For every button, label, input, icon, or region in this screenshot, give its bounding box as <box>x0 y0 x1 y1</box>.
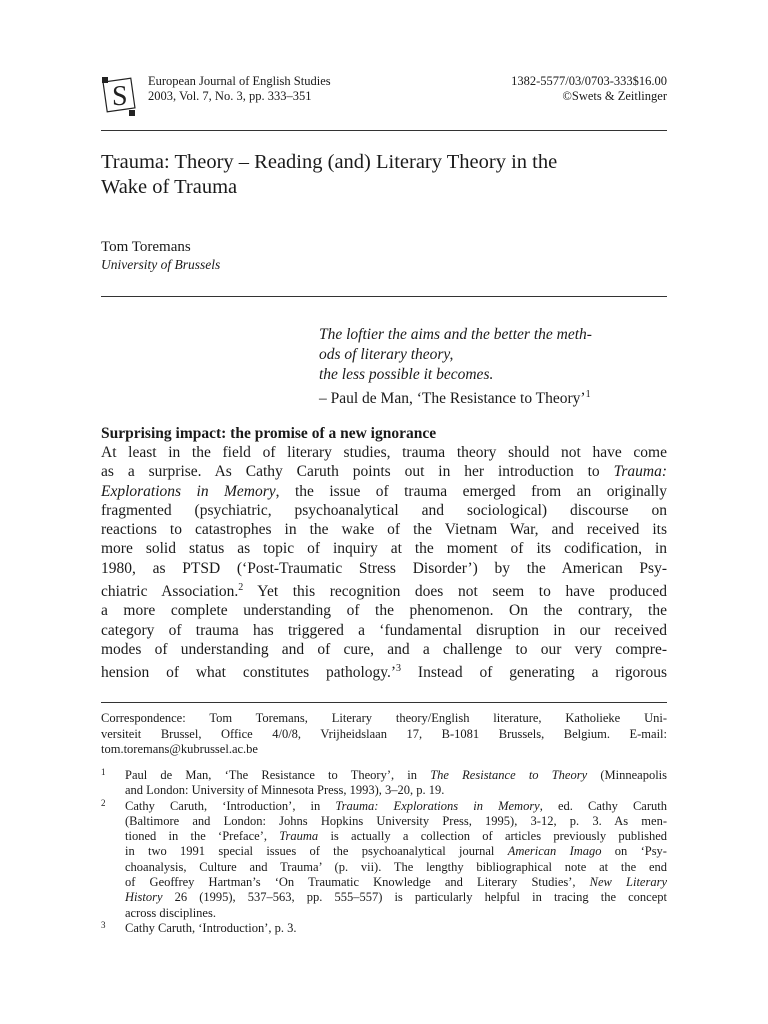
body-line: category of trauma has triggered a ‘fundamental disruption in our received <box>101 621 667 639</box>
footnote-ref[interactable]: 1 <box>585 389 591 400</box>
footnote-3: 3 Cathy Caruth, ‘Introduction’, p. 3. <box>101 919 297 935</box>
footnote-divider <box>101 702 667 703</box>
footnote-number: 3 <box>101 919 106 930</box>
body-line: At least in the field of literary studies, trauma theory should not have come <box>101 444 667 461</box>
footnote-number: 2 <box>101 797 106 808</box>
article-title <box>101 150 667 200</box>
correspondence-email[interactable]: tom.toremans@kubrussel.ac.be <box>101 742 258 756</box>
footnote-1: 1 Paul de Man, ‘The Resistance to Theory’, in The Resistance to Theory (Minneapolis and London: University of Minnesota Press, 1993), 3–20, p. 19. <box>101 767 668 798</box>
header-divider <box>101 130 667 131</box>
epigraph-line: the less possible it becomes. <box>319 366 494 383</box>
body-line: modes of understanding and of cure, and a challenge to our very compre- <box>101 640 667 658</box>
issn-code: 1382-5577/03/0703-333$16.00 <box>511 74 667 88</box>
body-paragraph <box>101 443 667 683</box>
footnote-number: 1 <box>101 767 106 777</box>
body-line: reactions to catastrophes in the wake of the Vietnam War, and received its <box>101 521 667 539</box>
body-line: hension of what constitutes pathology.’$^3$ Instead of generating a rigorous <box>101 663 667 682</box>
journal-name: European Journal of English Studies <box>148 74 331 88</box>
epigraph-line: The loftier the aims and the better the meth- <box>319 326 592 343</box>
body-line: 1980, as PTSD (‘Post-Traumatic Stress Disorder’) by the American Psy- <box>101 559 667 577</box>
svg-text:S: S <box>112 81 128 112</box>
correspondence-line: Correspondence: Tom Toremans, Literary theory/English literature, Katholieke Uni- <box>101 711 667 725</box>
publisher-logo-icon <box>101 74 141 118</box>
journal-header <box>101 74 667 124</box>
footnotes <box>101 768 667 936</box>
publisher-name: ©Swets & Zeitlinger <box>562 89 667 103</box>
epigraph-line: ods of literary theory, <box>319 346 454 363</box>
journal-rights <box>511 74 667 104</box>
footnote-ref[interactable]: 2 <box>238 582 244 594</box>
body-line: Explorations in Memory, the issue of trauma emerged from an originally <box>101 482 667 500</box>
body-line: more solid status as topic of inquiry at the moment of its codification, in <box>101 540 667 558</box>
title-divider <box>101 296 667 297</box>
correspondence-line: versiteit Brussel, Office 4/0/8, Vrijheidslaan 17, B-1081 Brussels, Belgium. E-mail: <box>101 726 667 741</box>
body-line: fragmented (psychiatric, psychoanalytical and sociological) discourse on <box>101 501 667 519</box>
correspondence-note <box>101 711 667 758</box>
author-name: Tom Toremans <box>101 239 191 255</box>
journal-citation <box>148 74 331 104</box>
body-line: a more complete understanding of the phenomenon. On the contrary, the <box>101 602 667 620</box>
author-affiliation: University of Brussels <box>101 257 221 272</box>
journal-issue: 2003, Vol. 7, No. 3, pp. 333–351 <box>148 89 312 103</box>
footnote-ref[interactable]: 3 <box>396 663 402 675</box>
body-line: chiatric Association.$^2$ Yet this recognition does not seem to have produced <box>101 582 667 601</box>
epigraph-attribution: – Paul de Man, ‘The Resistance to Theory’$^1$ <box>319 389 591 407</box>
section-heading: Surprising impact: the promise of a new ignorance <box>101 425 437 442</box>
body-line: as a surprise. As Cathy Caruth points out in her introduction to Trauma: <box>101 463 667 481</box>
footnote-2: 2 Cathy Caruth, ‘Introduction’, in Trauma: Explorations in Memory, ed. Cathy Caruth (Baltimore and London: Johns Hopkins University Press, 1995), 3-12, p. 3. As men- tioned in the ‘Preface’, Trauma is actually a collection of articles previously published in two 1991 special issues of the psychoanalytical journal American Imago on ‘Psy- choanalysis, Culture and Trauma’ (p. vii). The lengthy bibliographical note at the end of Geoffrey Hartman’s ‘On Traumatic Knowledge and Literary Studies’, New Literary History 26 (1995), 537–563, pp. 555–557) is particularly helpful in tracing the concept across disciplines. <box>101 797 667 920</box>
epigraph <box>319 325 667 409</box>
title-line: Trauma: Theory – Reading (and) Literary Theory in the <box>101 151 558 173</box>
title-line: Wake of Trauma <box>101 176 238 198</box>
